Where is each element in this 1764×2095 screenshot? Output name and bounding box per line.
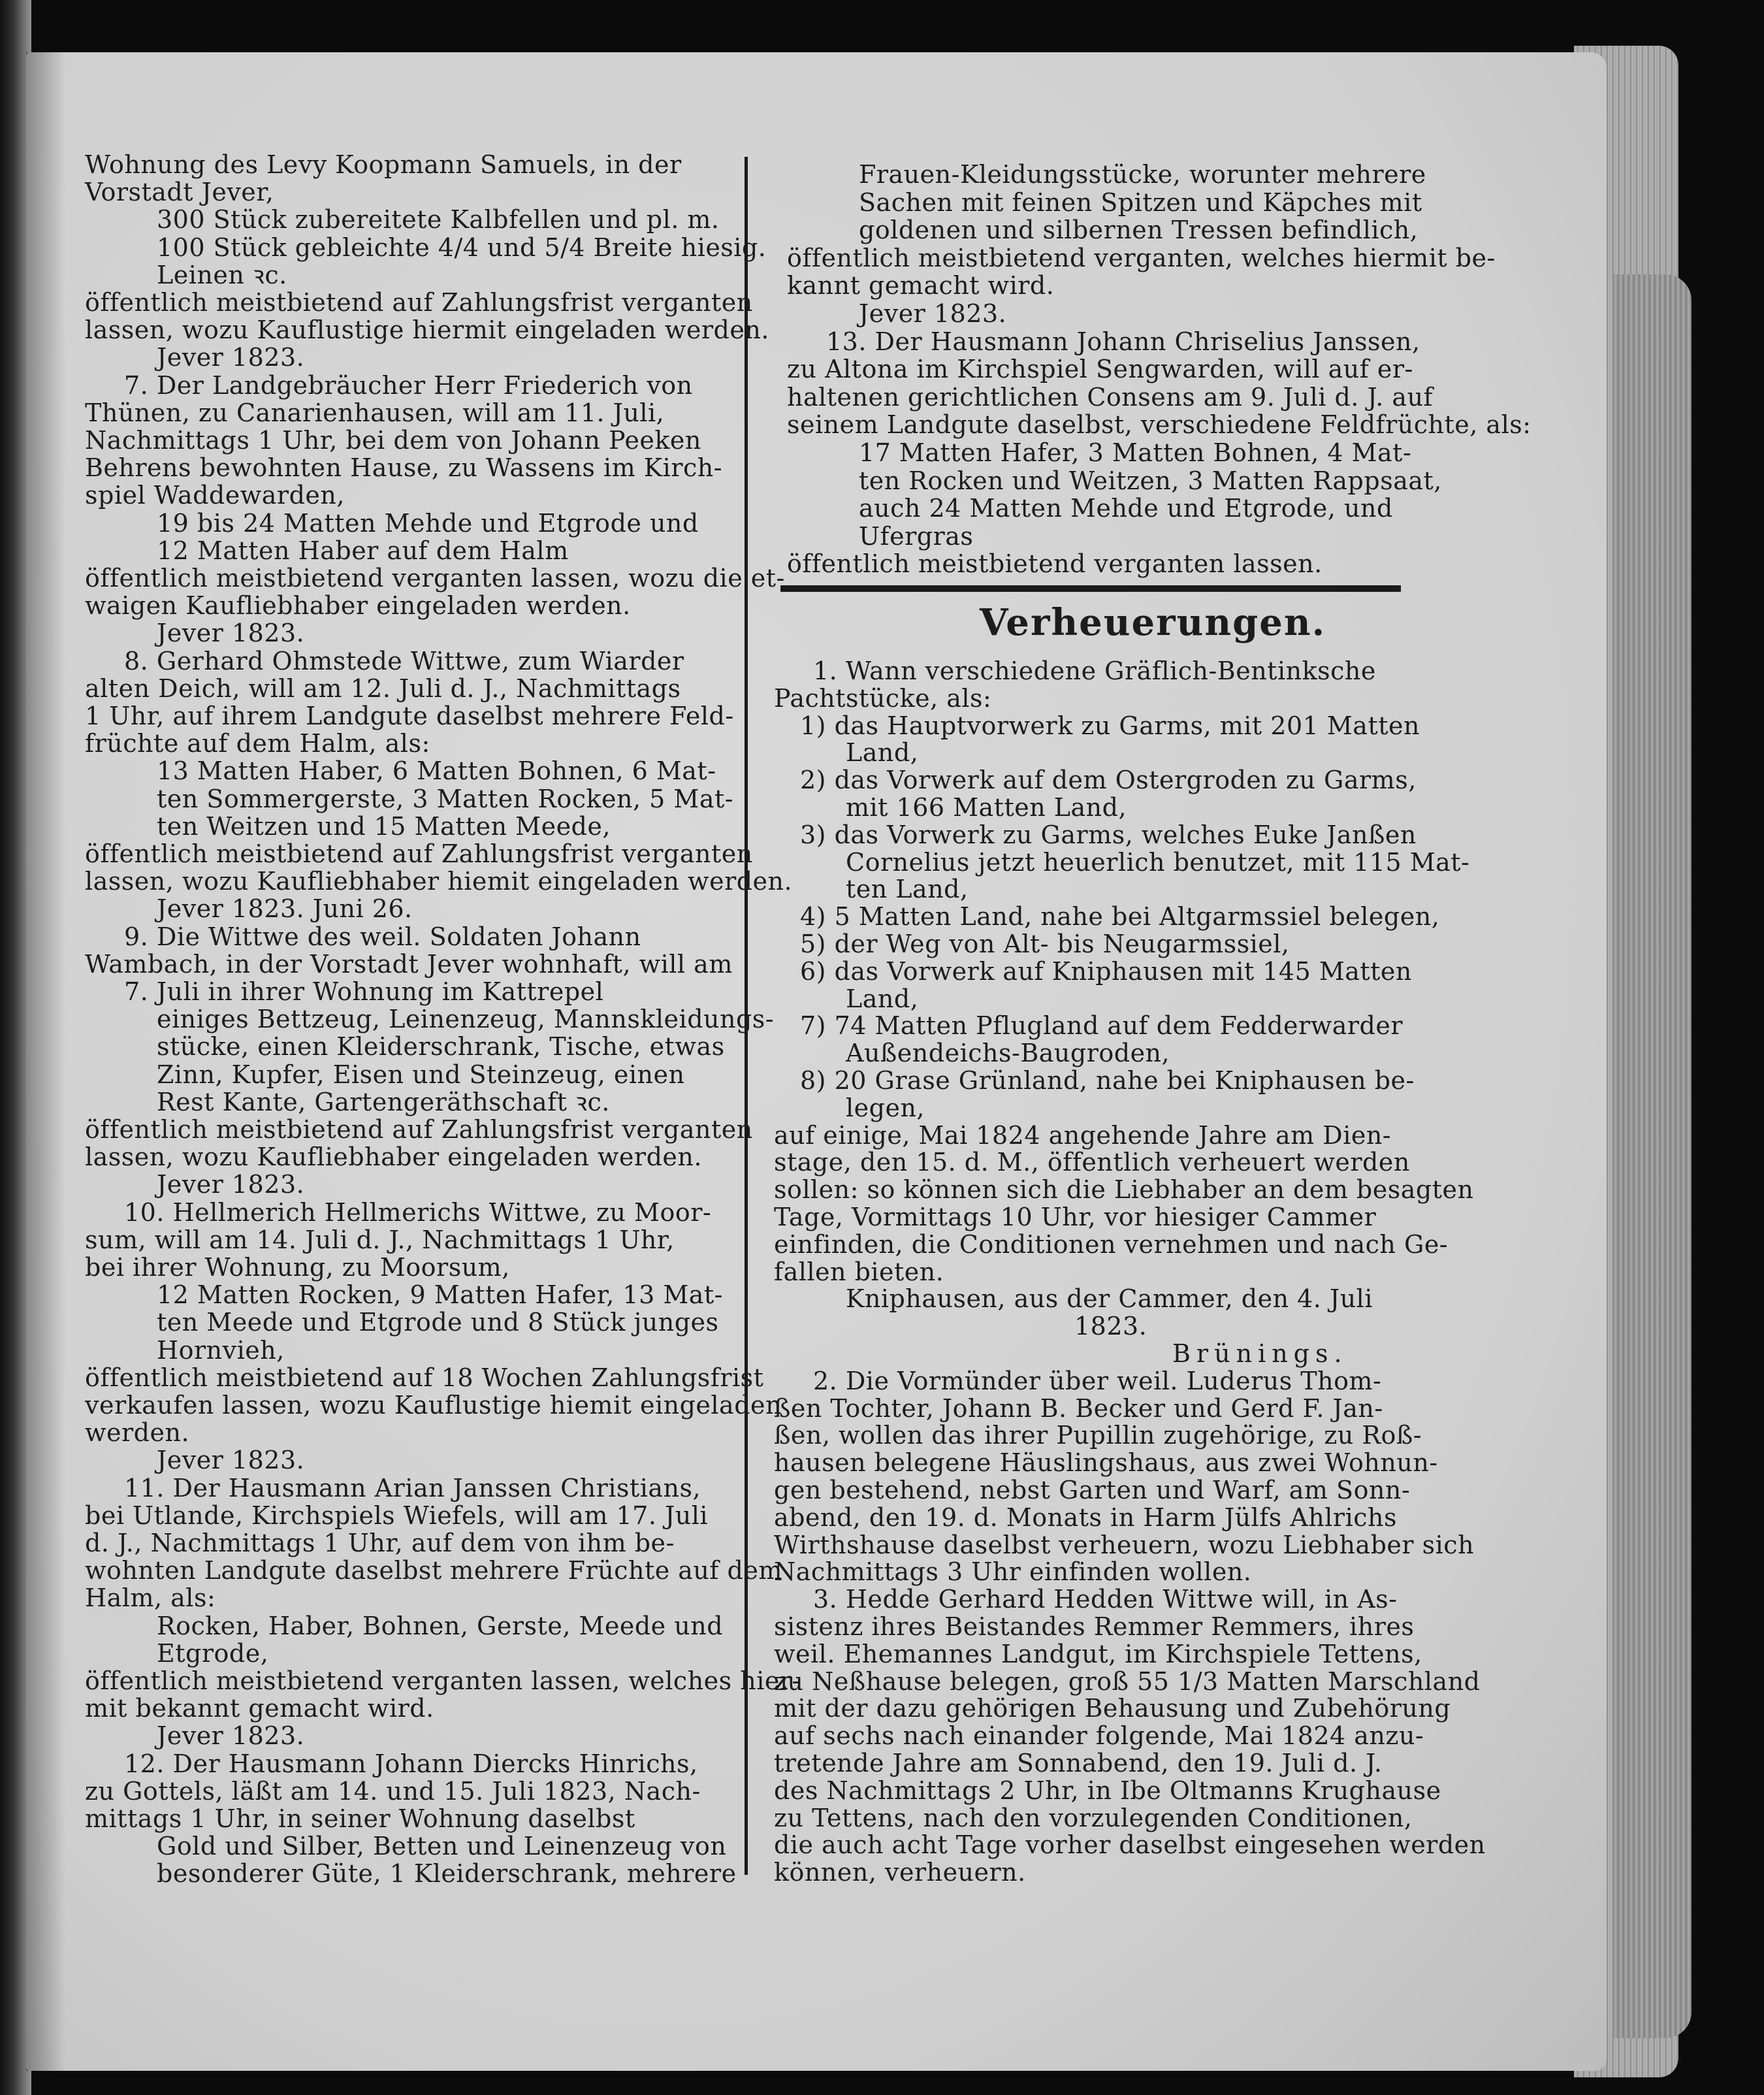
right-bottom-line: 3. Hedde Gerhard Hedden Wittwe will, in As- [813, 1585, 1398, 1614]
left-col-line: 10. Hellmerich Hellmerichs Wittwe, zu Moor- [124, 1197, 712, 1227]
left-col-line: Rocken, Haber, Bohnen, Gerste, Meede und [157, 1611, 724, 1640]
right-bottom-line: auf einige, Mai 1824 angehende Jahre am Dien- [774, 1120, 1392, 1150]
left-col-line: Jever 1823. [157, 343, 305, 372]
left-col-line: d. J., Nachmittags 1 Uhr, auf dem von ihm be- [85, 1529, 675, 1557]
right-top-line: Frauen-Kleidungsstücke, worunter mehrere [859, 160, 1426, 189]
left-col-line: bei ihrer Wohnung, zu Moorsum, [85, 1253, 510, 1282]
left-col-line: Jever 1823. [157, 619, 305, 648]
left-col-line: stücke, einen Kleiderschrank, Tische, etwas [157, 1032, 725, 1062]
left-col-line: Jever 1823. [157, 1446, 305, 1475]
right-top-line: kannt gemacht wird. [787, 271, 1055, 300]
right-bottom-line: fallen bieten. [774, 1257, 944, 1286]
left-col-line: mittags 1 Uhr, in seiner Wohnung daselbst [85, 1804, 635, 1833]
left-col-line: besonderer Güte, 1 Kleiderschrank, mehrere [157, 1859, 737, 1889]
left-col-line: 1 Uhr, auf ihrem Landgute daselbst mehrere Feld- [85, 702, 734, 730]
left-col-line: Wambach, in der Vorstadt Jever wohnhaft, will am [85, 949, 733, 979]
right-bottom-line: 4) 5 Matten Land, nahe bei Altgarmssiel belegen, [800, 902, 1440, 932]
right-bottom-line: auf sechs nach einander folgende, Mai 1824 anzu- [774, 1721, 1424, 1751]
left-col-line: bei Utlande, Kirchspiels Wiefels, will am 17. Juli [85, 1501, 709, 1530]
left-col-line: Jever 1823. [157, 1170, 305, 1199]
right-bottom-line: Wirthshause daselbst verheuern, wozu Liebhaber sich [774, 1530, 1475, 1559]
left-col-line: öffentlich meistbietend auf 18 Wochen Zahlungsfrist [85, 1363, 764, 1392]
left-col-line: Wohnung des Levy Koopmann Samuels, in der [85, 150, 682, 179]
right-bottom-line: hausen belegene Häuslingshaus, aus zwei Wohnun- [774, 1448, 1438, 1478]
right-top-line: Sachen mit feinen Spitzen und Käpches mit [859, 187, 1422, 217]
left-col-line: wohnten Landgute daselbst mehrere Früchte auf dem [85, 1556, 782, 1585]
right-top-line: Jever 1823. [859, 299, 1007, 328]
right-top-line: 17 Matten Hafer, 3 Matten Bohnen, 4 Mat- [859, 438, 1412, 467]
left-col-line: Halm, als: [85, 1583, 216, 1613]
left-col-line: 9. Die Wittwe des weil. Soldaten Johann [124, 922, 641, 951]
right-top-line: 13. Der Hausmann Johann Chriselius Janssen, [826, 327, 1420, 356]
left-col-line: Jever 1823. Juni 26. [157, 894, 413, 924]
left-col-line: 12 Matten Rocken, 9 Matten Hafer, 13 Mat- [157, 1280, 724, 1310]
right-bottom-line: legen, [846, 1093, 925, 1122]
right-bottom-line: können, verheuern. [774, 1858, 1026, 1887]
left-col-line: Behrens bewohnten Hause, zu Wassens im Kirch- [85, 453, 723, 483]
right-bottom-line: Land, [846, 984, 919, 1013]
left-col-line: 8. Gerhard Ohmstede Wittwe, zum Wiarder [124, 646, 684, 675]
left-col-line: Hornvieh, [157, 1335, 285, 1365]
right-bottom-line: 8) 20 Grase Grünland, nahe bei Kniphausen be- [800, 1066, 1415, 1095]
left-col-line: ten Sommergerste, 3 Matten Rocken, 5 Mat- [157, 784, 734, 813]
left-col-line: einiges Bettzeug, Leinenzeug, Mannskleidungs- [157, 1005, 775, 1034]
left-col-line: lassen, wozu Kaufliebhaber eingeladen werden. [85, 1143, 702, 1172]
left-col-line: Gold und Silber, Betten und Leinenzeug von [157, 1832, 727, 1861]
right-bottom-line: 2) das Vorwerk auf dem Ostergroden zu Garms, [800, 766, 1417, 795]
right-bottom-line: tretende Jahre am Sonnabend, den 19. Juli d. J. [774, 1749, 1383, 1778]
left-col-line: Jever 1823. [157, 1721, 305, 1751]
right-top-line: haltenen gerichtlichen Consens am 9. Juli d. J. auf [787, 382, 1434, 412]
right-bottom-line: sistenz ihres Beistandes Remmer Remmers, ihres [774, 1612, 1415, 1641]
left-col-line: 11. Der Hausmann Arian Janssen Christians, [124, 1473, 701, 1502]
right-bottom-line: ten Land, [846, 875, 969, 904]
left-col-line: werden. [85, 1418, 190, 1448]
right-bottom-line: gen bestehend, nebst Garten und Warf, am Sonn- [774, 1476, 1411, 1504]
right-bottom-line: ßen Tochter, Johann B. Becker und Gerd F. Jan- [774, 1393, 1383, 1423]
right-bottom-line: zu Tettens, nach den vorzulegenden Conditionen, [774, 1803, 1413, 1832]
left-col-line: Rest Kante, Gartengeräthschaft ꝛc. [157, 1087, 610, 1116]
right-top-line: öffentlich meistbietend verganten lassen. [787, 549, 1323, 579]
right-bottom-line: 1. Wann verschiedene Gräflich-Bentinksche [813, 657, 1376, 685]
right-bottom-line: Kniphausen, aus der Cammer, den 4. Juli [846, 1284, 1373, 1314]
left-col-line: spiel Waddewarden, [85, 481, 345, 510]
right-bottom-line: die auch acht Tage vorher daselbst eingesehen werden [774, 1830, 1486, 1860]
right-top-line: zu Altona im Kirchspiel Sengwarden, will auf er- [787, 355, 1413, 384]
left-col-line: 7. Juli in ihrer Wohnung im Kattrepel [124, 977, 604, 1006]
left-col-line: waigen Kaufliebhaber eingeladen werden. [85, 591, 631, 621]
left-col-line: Zinn, Kupfer, Eisen und Steinzeug, einen [157, 1060, 685, 1089]
left-col-line: öffentlich meistbietend verganten lassen, welches hier- [85, 1666, 801, 1695]
left-col-line: 7. Der Landgebräucher Herr Friederich von [124, 370, 693, 400]
left-col-line: Nachmittags 1 Uhr, bei dem von Johann Peeken [85, 426, 701, 455]
left-col-line: öffentlich meistbietend verganten lassen, wozu die et- [85, 564, 785, 593]
right-bottom-line: abend, den 19. d. Monats in Harm Jülfs Ahlrichs [774, 1502, 1397, 1532]
left-col-line: Thünen, zu Canarienhausen, will am 11. Juli, [85, 398, 665, 427]
left-col-line: mit bekannt gemacht wird. [85, 1694, 434, 1723]
left-col-line: lassen, wozu Kaufliebhaber hiemit eingeladen werden. [85, 867, 793, 896]
left-col-line: öffentlich meistbietend auf Zahlungsfrist verganten [85, 288, 753, 317]
right-bottom-line: Pachtstücke, als: [774, 683, 992, 713]
right-bottom-line: einfinden, die Conditionen vernehmen und nach Ge- [774, 1229, 1449, 1259]
right-bottom-line: 5) der Weg von Alt- bis Neugarmssiel, [800, 930, 1290, 958]
left-col-line: zu Gottels, läßt am 14. und 15. Juli 1823, Nach- [85, 1776, 701, 1806]
right-bottom-line: Land, [846, 738, 919, 768]
left-col-line: öffentlich meistbietend auf Zahlungsfrist verganten [85, 839, 753, 868]
right-top-line: öffentlich meistbietend verganten, welches hiermit be- [787, 243, 1496, 272]
right-bottom-line: 3) das Vorwerk zu Garms, welches Euke Janßen [800, 820, 1417, 849]
left-col-line: Etgrode, [157, 1638, 269, 1668]
right-bottom-line: zu Neßhause belegen, groß 55 1/3 Matten Marschland [774, 1666, 1481, 1696]
left-col-line: 13 Matten Haber, 6 Matten Bohnen, 6 Mat- [157, 756, 716, 786]
right-bottom-line: sollen: so können sich die Liebhaber an dem besagten [774, 1175, 1474, 1205]
left-col-line: Vorstadt Jever, [85, 178, 274, 207]
left-col-line: sum, will am 14. Juli d. J., Nachmittags 1 Uhr, [85, 1225, 675, 1254]
left-col-line: 19 bis 24 Matten Mehde und Etgrode und [157, 508, 699, 538]
right-bottom-line: Cornelius jetzt heuerlich benutzet, mit 115 Mat- [846, 847, 1470, 877]
right-bottom-line: mit 166 Matten Land, [846, 793, 1127, 822]
left-col-line: Leinen ꝛc. [157, 260, 287, 289]
right-bottom-line: 2. Die Vormünder über weil. Luderus Thom- [813, 1366, 1382, 1395]
left-col-line: ten Meede und Etgrode und 8 Stück junges [157, 1308, 719, 1337]
left-col-line: 12. Der Hausmann Johann Diercks Hinrichs, [124, 1749, 698, 1778]
right-bottom-line: 7) 74 Matten Pflugland auf dem Fedderwarder [800, 1011, 1403, 1041]
right-bottom-line: 1823. [1074, 1312, 1147, 1341]
right-top-line: seinem Landgute daselbst, verschiedene Feldfrüchte, als: [787, 410, 1531, 440]
right-bottom-line: Außendeichs-Baugroden, [846, 1039, 1170, 1068]
section-heading: Verheuerungen. [980, 601, 1326, 644]
right-top-line: auch 24 Matten Mehde und Etgrode, und [859, 494, 1393, 523]
section-rule [780, 585, 1401, 592]
right-bottom-line: stage, den 15. d. M., öffentlich verheuert werden [774, 1148, 1410, 1177]
left-col-line: alten Deich, will am 12. Juli d. J., Nachmittags [85, 674, 681, 703]
left-col-line: verkaufen lassen, wozu Kauflustige hiemit eingeladen [85, 1391, 782, 1420]
left-col-line: 100 Stück gebleichte 4/4 und 5/4 Breite hiesig. [157, 233, 767, 262]
right-top-line: ten Rocken und Weitzen, 3 Matten Rappsaat, [859, 466, 1442, 495]
right-top-line: Ufergras [859, 521, 974, 551]
right-bottom-line: mit der dazu gehörigen Behausung und Zubehörung [774, 1694, 1451, 1723]
right-bottom-line: Tage, Vormittags 10 Uhr, vor hiesiger Cammer [774, 1203, 1377, 1231]
right-bottom-line: Brünings. [1172, 1339, 1348, 1368]
right-bottom-line: des Nachmittags 2 Uhr, in Ibe Oltmanns Krughause [774, 1776, 1441, 1805]
left-col-line: 300 Stück zubereitete Kalbfellen und pl. m. [157, 205, 720, 235]
left-col-line: ten Weitzen und 15 Matten Meede, [157, 811, 611, 841]
left-col-line: lassen, wozu Kauflustige hiermit eingeladen werden. [85, 316, 769, 345]
left-col-line: 12 Matten Haber auf dem Halm [157, 536, 569, 565]
right-bottom-line: 1) das Hauptvorwerk zu Garms, mit 201 Matten [800, 711, 1420, 740]
right-bottom-line: ßen, wollen das ihrer Pupillin zugehörige, zu Roß- [774, 1421, 1422, 1450]
left-col-line: früchte auf dem Halm, als: [85, 729, 430, 758]
right-bottom-line: 6) das Vorwerk auf Kniphausen mit 145 Matten [800, 956, 1412, 986]
right-bottom-line: weil. Ehemannes Landgut, im Kirchspiele Tettens, [774, 1639, 1422, 1668]
right-top-line: goldenen und silbernen Tressen befindlich, [859, 216, 1419, 245]
right-bottom-line: Nachmittags 3 Uhr einfinden wollen. [774, 1557, 1252, 1587]
page-stack-edges-inner [1613, 274, 1692, 2038]
gutter-shadow [26, 52, 65, 2071]
left-col-line: öffentlich meistbietend auf Zahlungsfrist verganten [85, 1115, 753, 1144]
